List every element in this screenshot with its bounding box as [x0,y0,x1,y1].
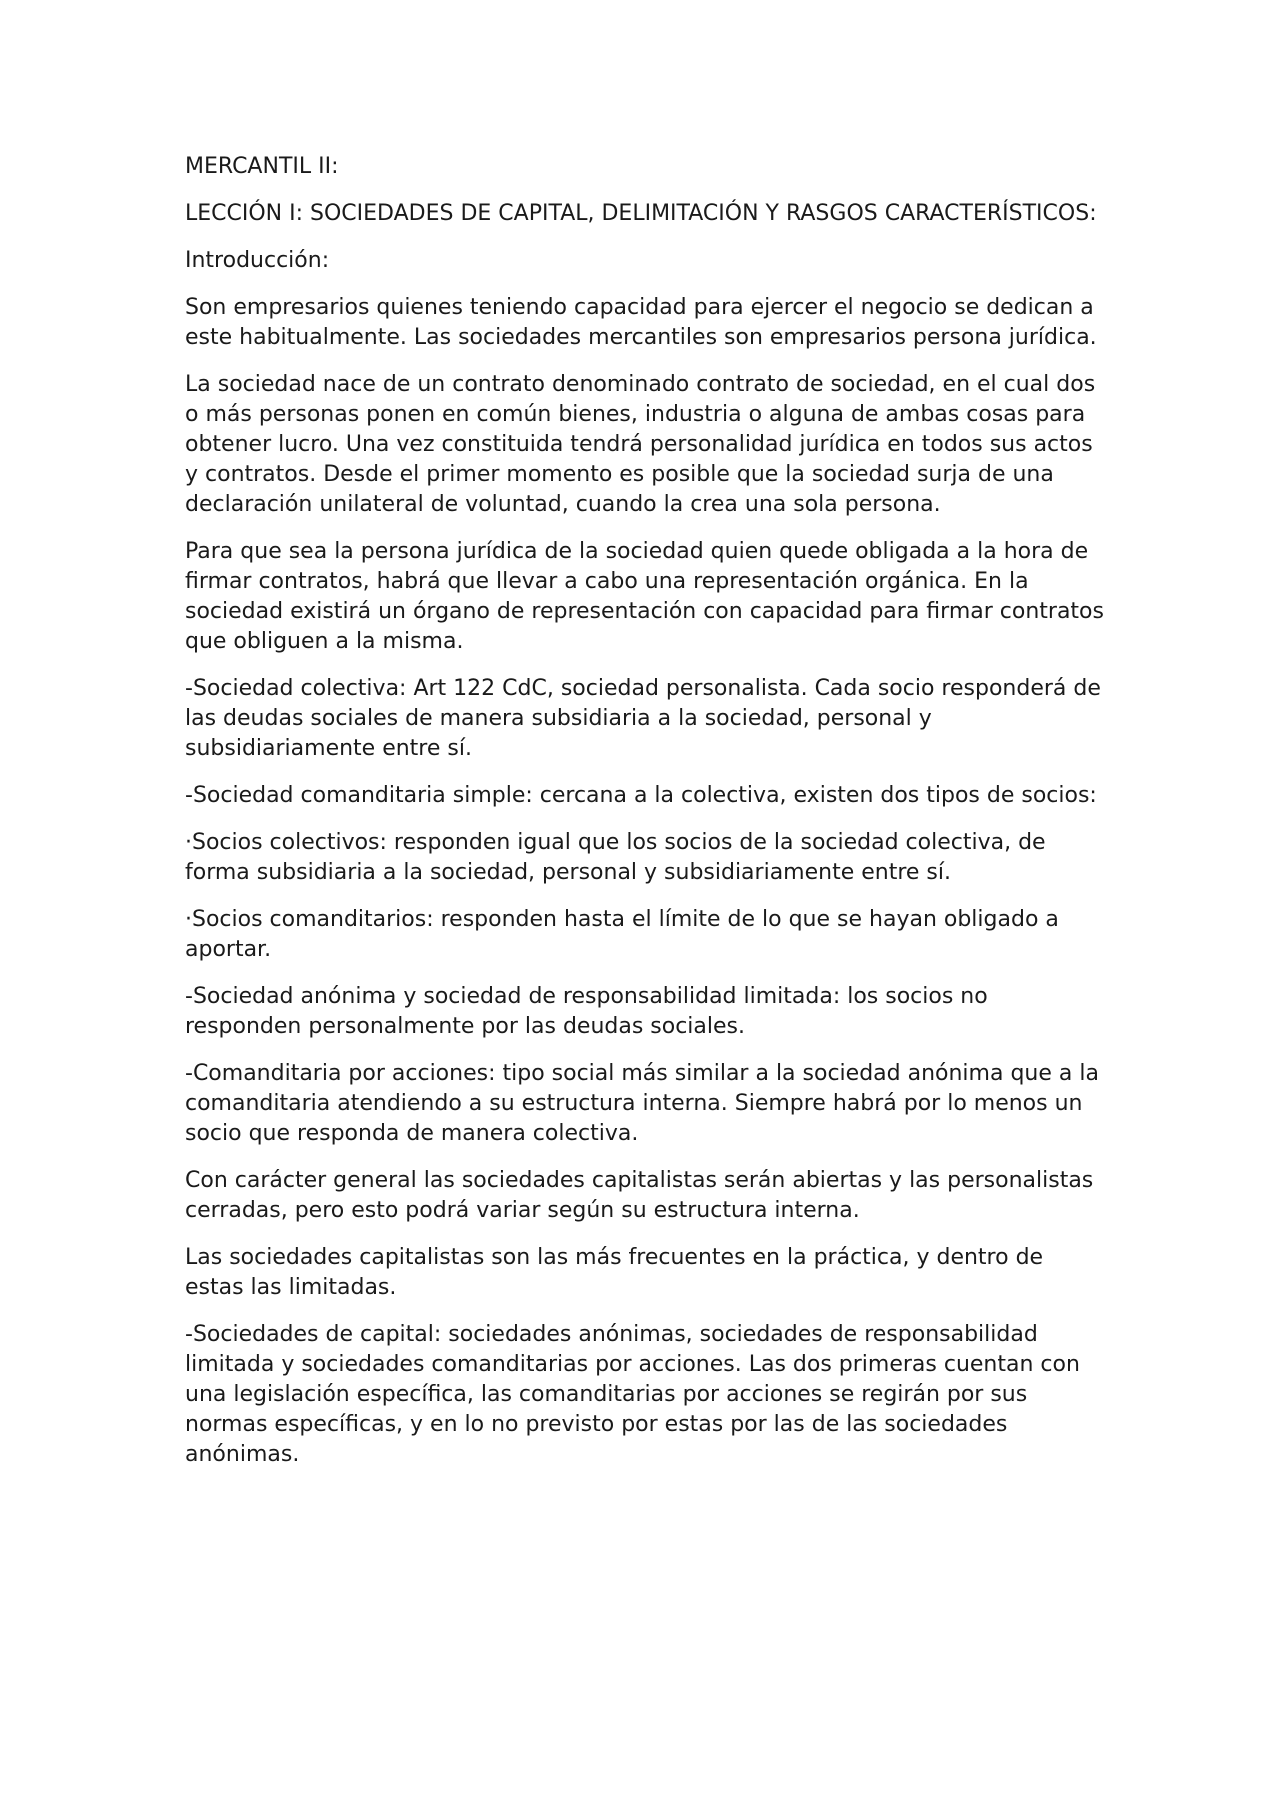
paragraph-caracter-general: Con carácter general las sociedades capitalistas serán abiertas y las personalistas cerradas, pero esto podrá variar según su estructura interna. [185,1168,1094,1223]
paragraph-empresarios: Son empresarios quienes teniendo capacidad para ejercer el negocio se dedican a este habitualmente. Las sociedades mercantiles son empresarios persona jurídica. [185,295,1097,350]
paragraph-representacion-organica: Para que sea la persona jurídica de la sociedad quien quede obligada a la hora de firmar contratos, habrá que llevar a cabo una representación orgánica. En la sociedad existirá un órgano de representación con capacidad para firmar contratos que obliguen a la misma. [185,539,1104,654]
paragraph-socios-comanditarios: ·Socios comanditarios: responden hasta el límite de lo que se hayan obligado a aportar. [185,907,1059,962]
paragraph-socios-colectivos: ·Socios colectivos: responden igual que los socios de la sociedad colectiva, de forma subsidiaria a la sociedad, personal y subsidiariamente entre sí. [185,830,1046,885]
document-body [185,152,1105,1487]
paragraph-sociedad-colectiva: -Sociedad colectiva: Art 122 CdC, sociedad personalista. Cada socio responderá de las deudas sociales de manera subsidiaria a la sociedad, personal y subsidiariamente entre sí. [185,676,1101,761]
course-title: MERCANTIL II: [185,154,339,179]
paragraph-contrato-sociedad: La sociedad nace de un contrato denominado contrato de sociedad, en el cual dos o más personas ponen en común bienes, industria o alguna de ambas cosas para obtener lucro. Una vez constituida tendrá personalidad jurídica en todos sus actos y contratos. Desde el primer momento es posible que la sociedad surja de una declaración unilateral de voluntad, cuando la crea una sola persona. [185,372,1096,517]
paragraph-comanditaria-acciones: -Comanditaria por acciones: tipo social más similar a la sociedad anónima que a la comanditaria atendiendo a su estructura interna. Siempre habrá por lo menos un socio que responda de manera colectiva. [185,1061,1099,1146]
paragraph-comanditaria-simple: -Sociedad comanditaria simple: cercana a la colectiva, existen dos tipos de socios: [185,783,1097,808]
paragraph-capitalistas-frecuentes: Las sociedades capitalistas son las más frecuentes en la práctica, y dentro de estas las limitadas. [185,1245,1044,1300]
section-title: Introducción: [185,248,330,273]
lesson-title: LECCIÓN I: SOCIEDADES DE CAPITAL, DELIMITACIÓN Y RASGOS CARACTERÍSTICOS: [185,201,1097,226]
paragraph-sociedades-capital: -Sociedades de capital: sociedades anónimas, sociedades de responsabilidad limitada y sociedades comanditarias por acciones. Las dos primeras cuentan con una legislación específica, las comanditarias por acciones se regirán por sus normas específicas, y en lo no previsto por estas por las de las sociedades anónimas. [185,1322,1080,1467]
paragraph-anonima-limitada: -Sociedad anónima y sociedad de responsabilidad limitada: los socios no responden personalmente por las deudas sociales. [185,984,988,1039]
